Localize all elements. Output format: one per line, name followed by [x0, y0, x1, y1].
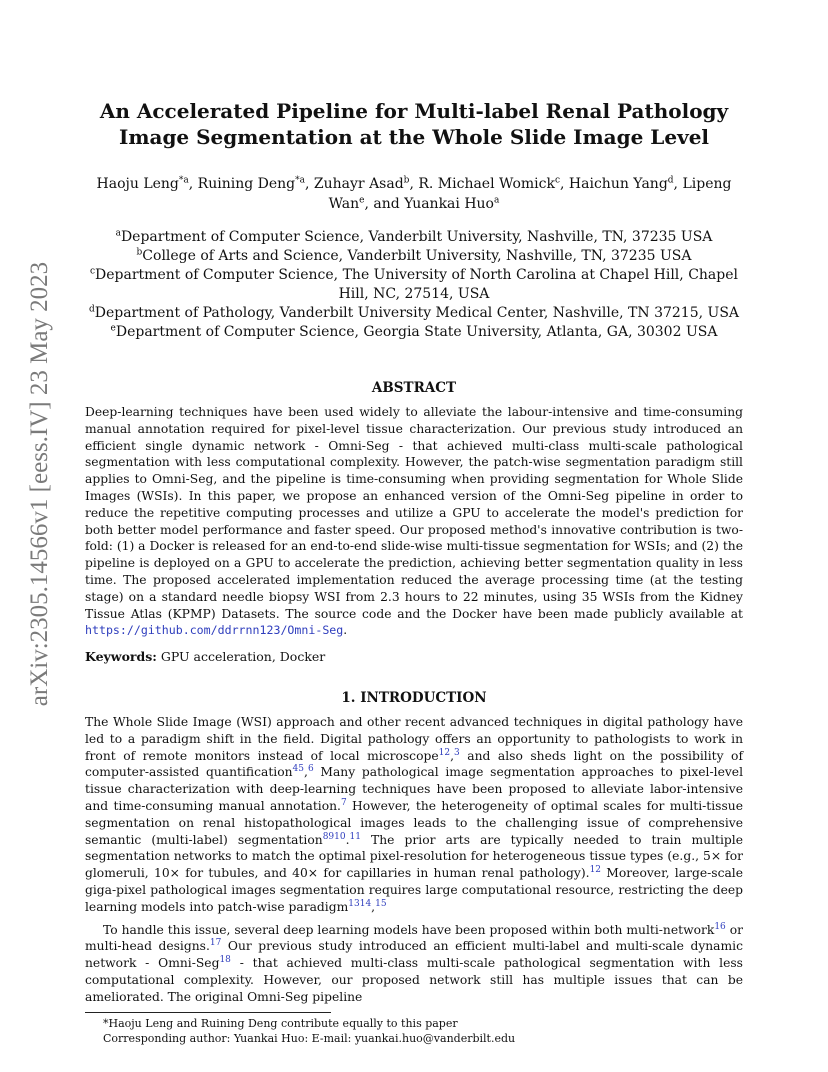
paper-page — [85, 98, 743, 1046]
author-affil-mark: *a — [178, 175, 189, 186]
keywords-text: GPU acceleration, Docker — [156, 649, 326, 665]
introduction-heading: 1. INTRODUCTION — [341, 689, 487, 706]
affiliation-text: Department of Computer Science, Vanderbilt University, Nashville, TN, 37235 USA — [120, 229, 713, 245]
intro-paragraph-2 — [85, 922, 743, 1006]
author-name: Yuankai Huo — [404, 196, 494, 212]
author-affil-mark: a — [494, 195, 500, 206]
affiliation-text: College of Arts and Science, Vanderbilt University, Nashville, TN, 37235 USA — [142, 248, 692, 264]
paragraph-text: and also sheds light on the possibility of computer-assisted quantification — [85, 748, 743, 780]
separator: , and — [364, 196, 405, 212]
separator: , — [305, 176, 314, 192]
citation-ref[interactable]: 15 — [375, 898, 387, 909]
citation-ref[interactable]: 11 — [349, 831, 361, 842]
paragraph-text: . — [345, 832, 350, 847]
affiliation — [85, 323, 743, 342]
citation-ref[interactable]: 7 — [340, 797, 347, 808]
footnote-equal-contribution: *Haoju Leng and Ruining Deng contribute equally to this paper — [103, 1016, 458, 1030]
author-affil-mark: d — [667, 175, 674, 186]
citation-ref[interactable]: 4 — [292, 764, 299, 775]
affiliation-mark: a — [115, 228, 121, 239]
arxiv-identifier: arXiv:2305.14566v1 [eess.IV] 23 May 2023 — [26, 261, 53, 707]
keywords — [85, 649, 743, 666]
author-affil-mark: b — [403, 175, 410, 186]
citation-ref[interactable]: 1 — [438, 747, 445, 758]
affiliation-text: Department of Computer Science, Georgia State University, Atlanta, GA, 30302 USA — [115, 324, 718, 340]
author-list — [85, 174, 743, 214]
citation-ref[interactable]: 12 — [589, 865, 602, 876]
title-line-1: An Accelerated Pipeline for Multi-label Renal Pathology — [99, 99, 729, 123]
affiliation-mark: b — [136, 247, 143, 258]
citation-ref[interactable]: 13 — [348, 898, 360, 909]
citation-ref[interactable]: 2 — [444, 747, 451, 758]
keywords-label: Keywords: — [85, 649, 157, 665]
citation-ref[interactable]: 3 — [454, 747, 460, 758]
abstract-heading: ABSTRACT — [371, 380, 457, 396]
abstract-text: Deep-learning techniques have been used widely to alleviate the labour-intensive and time-consuming manual annotation required for pixel-level tissue characterization. Our previous study introduced an efficient single dynamic network - Omni-Seg - that achieved multi-class multi-scale pathological segmentation with less computational complexity. However, the patch-wise segmentation paradigm still applies to Omni-Seg, and the pipeline is time-consuming when providing segmentation for Whole Slide Images (WSIs). In this paper, we propose an enhanced version of the Omni-Seg pipeline in order to reduce the repetitive computing processes and utilize a GPU to accelerate the model's prediction for both better model performance and faster speed. Our proposed method's innovative contribution is two-fold: (1) a Docker is released for an end-to-end slide-wise multi-tissue segmentation for WSIs; and (2) the pipeline is deployed on a GPU to accelerate the prediction, achieving better segmentation quality in less time. The proposed accelerated implementation reduced the average processing time (at the testing stage) on a standard needle biopsy WSI from 2.3 hours to 22 minutes, using 35 WSIs from the Kidney Tissue Atlas (KPMP) Datasets. The source code and the Docker have been made publicly available at — [85, 405, 743, 621]
paragraph-text: The Whole Slide Image (WSI) approach and other recent advanced techniques in digital pathology have led to a paradigm shift in the field. Digital pathology offers an opportunity to pathologists to work in front of remote monitors instead of local microscope — [85, 714, 743, 763]
affiliation-mark: c — [90, 266, 96, 277]
author-name: Haoju Leng — [96, 176, 179, 192]
citation-ref[interactable]: 14 — [359, 898, 372, 909]
footnote-rule — [85, 1012, 331, 1013]
abstract-body — [85, 404, 743, 639]
author-name: Haichun Yang — [568, 176, 668, 192]
paragraph-text: However, the heterogeneity of optimal scales for multi-tissue segmentation on renal histopathological images leads to the challenging issue of comprehensive semantic (multi-label) segmentation — [85, 798, 743, 847]
intro-paragraph-1 — [85, 714, 743, 916]
separator: , — [188, 176, 198, 192]
paragraph-text: - that achieved multi-class multi-scale pathological segmentation with less computational complexity. However, our proposed network still has multiple issues that can be ameliorated. The original Omni-Seg pipeline — [85, 956, 743, 1004]
paragraph-text: , — [450, 748, 455, 763]
title-line-2: Image Segmentation at the Whole Slide Image Level — [118, 125, 710, 149]
affiliation — [85, 228, 743, 247]
affiliation — [85, 247, 743, 266]
author-affil-mark: c — [554, 175, 561, 186]
paragraph-text: , — [371, 899, 376, 914]
github-link[interactable]: https://github.com/ddrrnn123/Omni-Seg — [85, 623, 344, 638]
paragraph-text: Many pathological image segmentation approaches to pixel-level tissue characterization with deep-learning techniques have been proposed to alleviate labor-intensive and time-consuming manual annotation. — [85, 765, 744, 813]
separator: , — [673, 176, 683, 192]
affiliation-mark: e — [110, 323, 116, 334]
separator: , — [409, 176, 419, 192]
author-name: R. Michael Womick — [418, 176, 555, 192]
citation-ref[interactable]: 8 — [322, 831, 329, 842]
abstract-end: . — [343, 623, 348, 638]
author-name: Zuhayr Asad — [313, 176, 404, 192]
paragraph-text: Our previous study introduced an efficient multi-label and multi-scale dynamic network - Omni-Seg — [85, 939, 743, 971]
paragraph-text: , — [304, 765, 308, 780]
citation-ref[interactable]: 17 — [209, 938, 222, 949]
citation-ref[interactable]: 10 — [334, 831, 346, 842]
author-affil-mark: e — [359, 195, 365, 206]
citation-ref[interactable]: 18 — [219, 955, 231, 966]
paper-title — [85, 98, 743, 150]
affiliation-mark: d — [88, 304, 95, 315]
citation-ref[interactable]: 9 — [328, 831, 335, 842]
citation-ref[interactable]: 5 — [298, 764, 305, 775]
paragraph-text: The prior arts are typically needed to train multiple segmentation networks to match the optimal pixel-resolution for heterogeneous tissue types (e.g., 5× for glomeruli, 10× for tubules, and 40× for capillaries in human renal pathology). — [85, 832, 743, 881]
paragraph-text: To handle this issue, several deep learning models have been proposed within both multi-network — [103, 922, 715, 937]
author-name: Lipeng Wan — [328, 176, 732, 212]
separator: , — [560, 176, 569, 192]
affiliation — [85, 266, 743, 304]
affiliation-list — [85, 228, 743, 342]
author-affil-mark: *a — [295, 175, 305, 186]
affiliation-text: Department of Pathology, Vanderbilt University Medical Center, Nashville, TN 37215, USA — [94, 305, 740, 321]
author-name: Ruining Deng — [197, 176, 296, 192]
paragraph-text: or multi-head designs. — [85, 922, 743, 954]
citation-ref[interactable]: 6 — [307, 764, 314, 775]
affiliation-text: Department of Computer Science, The University of North Carolina at Chapel Hill, Chapel Hill, NC, 27514, USA — [95, 267, 738, 302]
footnote-corresponding-author: Corresponding author: Yuankai Huo: E-mail: yuankai.huo@vanderbilt.edu — [103, 1031, 516, 1045]
affiliation — [85, 304, 743, 323]
paragraph-text: Moreover, large-scale giga-pixel pathological images segmentation requires large computational resource, restricting the deep learning models into patch-wise paradigm — [85, 866, 743, 914]
citation-ref[interactable]: 16 — [714, 921, 726, 932]
